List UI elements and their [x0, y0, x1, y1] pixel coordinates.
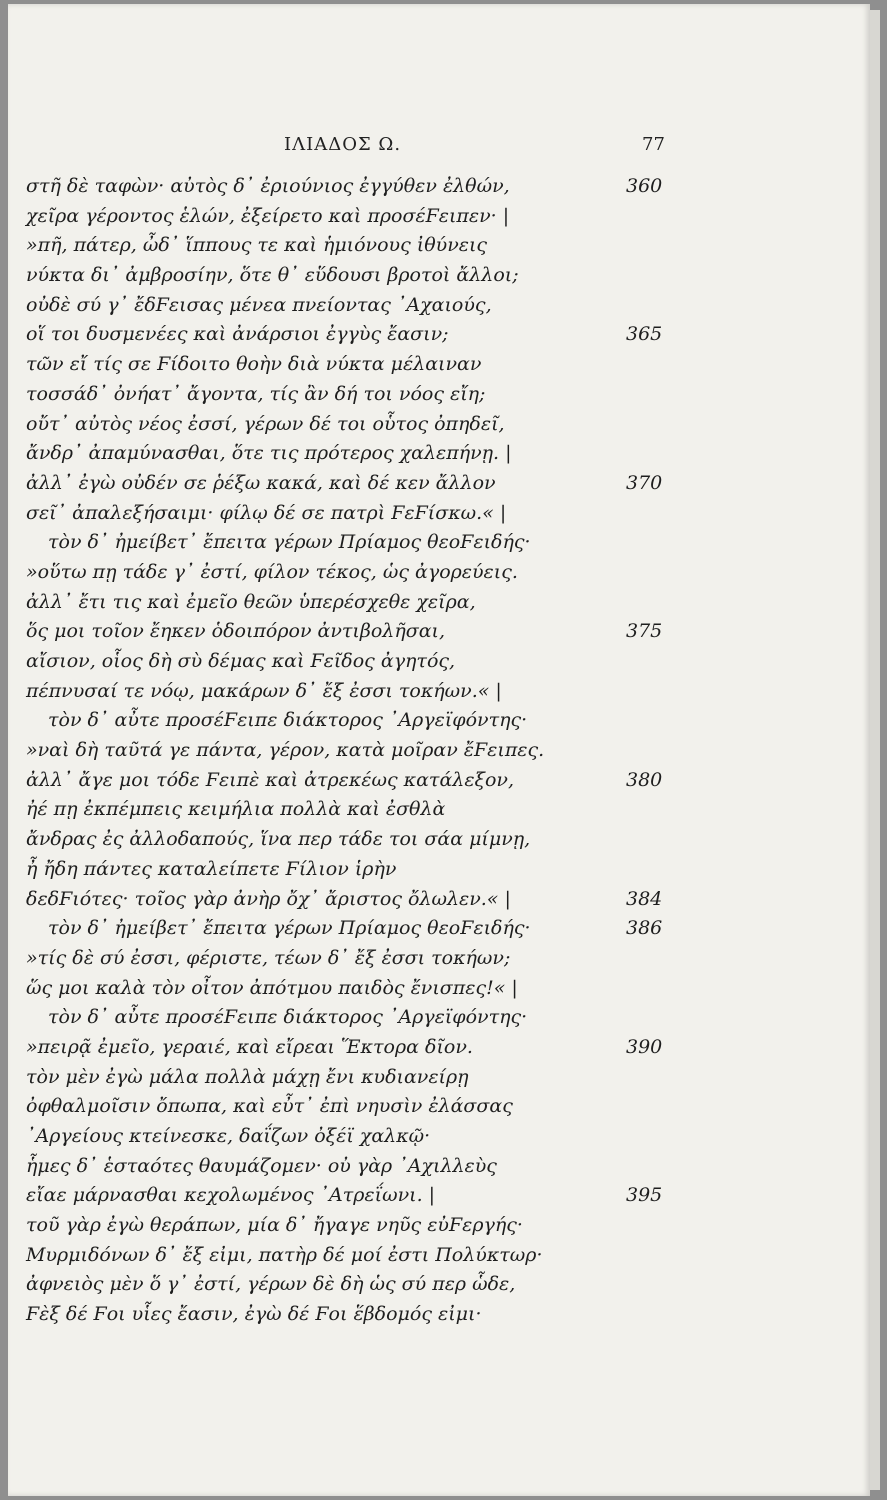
verse-line	[8, 944, 870, 974]
verse-line	[8, 1003, 870, 1033]
verse-line	[8, 261, 870, 291]
verse-line	[8, 1152, 870, 1182]
verse-line	[8, 825, 870, 855]
verse-text: τοσσάδ᾽ ὀνήατ᾽ ἄγοντα, τίς ἂν δή τοι νόος εἴη;	[26, 382, 486, 405]
verse-line	[8, 439, 870, 469]
verse-text: »πῆ, πάτερ, ὦδ᾽ ἵππους τε καὶ ἡμιόνους ἰθύνεις	[26, 234, 488, 257]
verse-line	[8, 647, 870, 677]
verse-text: »πειρᾷ ἐμεῖο, γεραιέ, καὶ εἴρεαι Ἕκτορα δῖον.	[26, 1035, 473, 1058]
verse-number: 390	[626, 1035, 663, 1058]
verse-line	[8, 1092, 870, 1122]
verse-text: στῆ δὲ ταφὼν· αὐτὸς δ᾽ ἐριούνιος ἐγγύθεν ἐλθών,	[26, 175, 510, 197]
verse-text: ἀλλ᾽ ἔτι τις καὶ ἐμεῖο θεῶν ὑπερέσχεθε χεῖρα,	[26, 590, 476, 613]
verse-line	[8, 914, 870, 944]
verse-text: »τίς δὲ σύ ἐσσι, φέριστε, τέων δ᾽ ἔξ ἐσσι τοκήων;	[26, 946, 511, 969]
verse-line	[8, 1122, 870, 1152]
verse-line	[8, 1241, 870, 1271]
page-header	[8, 134, 870, 164]
verse-block	[8, 172, 870, 1330]
page-number: 77	[642, 134, 665, 155]
verse-line	[8, 291, 870, 321]
verse-text: »ναὶ δὴ ταῦτά γε πάντα, γέρον, κατὰ μοῖραν ἔϜειπες.	[26, 739, 545, 762]
verse-text: πέπνυσαί τε νόῳ, μακάρων δ᾽ ἔξ ἐσσι τοκήων.« |	[26, 679, 502, 702]
verse-number: 380	[626, 768, 663, 791]
verse-text: τῶν εἴ τίς σε Ϝίδοιτο θοὴν διὰ νύκτα μέλαιναν	[26, 353, 482, 376]
verse-text: νύκτα δι᾽ ἀμβροσίην, ὅτε θ᾽ εὕδουσι βροτοὶ ἄλλοι;	[26, 264, 519, 287]
verse-line	[8, 677, 870, 707]
verse-line	[8, 885, 870, 915]
verse-line	[8, 1300, 870, 1330]
verse-line	[8, 528, 870, 558]
verse-text: ἧμες δ᾽ ἑσταότες θαυμάζομεν· οὐ γὰρ ᾽Αχιλλεὺς	[26, 1154, 497, 1177]
verse-line	[8, 1211, 870, 1241]
verse-text: τὸν μὲν ἐγὼ μάλα πολλὰ μάχῃ ἔνι κυδιανείρῃ	[26, 1065, 469, 1088]
verse-text: ὅς μοι τοῖον ἔηκεν ὁδοιπόρον ἀντιβολῆσαι,	[26, 620, 446, 643]
verse-number: 384	[626, 887, 663, 910]
verse-text: τὸν δ᾽ ἠμείβετ᾽ ἔπειτα γέρων Πρίαμος θεοϜειδής·	[48, 531, 531, 554]
verse-line	[8, 320, 870, 350]
verse-text: ἄνδρ᾽ ἀπαμύνασθαι, ὅτε τις πρότερος χαλεπήνῃ. |	[26, 442, 512, 465]
verse-text: ἀφνειὸς μὲν ὅ γ᾽ ἐστί, γέρων δὲ δὴ ὡς σύ περ ὧδε,	[26, 1273, 516, 1296]
verse-text: ᾽Αργείους κτείνεσκε, δαΐζων ὀξέϊ χαλκῷ·	[26, 1125, 431, 1147]
verse-line	[8, 1270, 870, 1300]
verse-text: οὔτ᾽ αὐτὸς νέος ἐσσί, γέρων δέ τοι οὗτος ὀπηδεῖ,	[26, 412, 505, 435]
verse-number: 375	[626, 620, 663, 643]
verse-text: σεῖ᾽ ἀπαλεξήσαιμι· φίλῳ δέ σε πατρὶ ϜεϜίσκω.« |	[26, 501, 507, 524]
verse-line	[8, 350, 870, 380]
verse-text: τὸν δ᾽ αὖτε προσέϜειπε διάκτορος ᾽Αργεϊφόντης·	[48, 1006, 528, 1029]
verse-line	[8, 558, 870, 588]
verse-text: »οὕτω πῃ τάδε γ᾽ ἐστί, φίλον τέκος, ὡς ἀγορεύεις.	[26, 560, 518, 583]
verse-text: τὸν δ᾽ αὖτε προσέϜειπε διάκτορος ᾽Αργεϊφόντης·	[48, 709, 528, 732]
verse-text: ἠέ πῃ ἐκπέμπεις κειμήλια πολλὰ καὶ ἐσθλὰ	[26, 798, 446, 821]
verse-text: ἄνδρας ἐς ἀλλοδαπούς, ἵνα περ τάδε τοι σάα μίμνῃ,	[26, 828, 531, 851]
verse-text: εἴαε μάρνασθαι κεχολωμένος ᾽Ατρεΐωνι. |	[26, 1184, 436, 1207]
verse-text: ἀλλ᾽ ἄγε μοι τόδε Ϝειπὲ καὶ ἀτρεκέως κατάλεξον,	[26, 768, 515, 791]
verse-line	[8, 1033, 870, 1063]
verse-text: δεδϜιότες· τοῖος γὰρ ἀνὴρ ὄχ᾽ ἄριστος ὄλωλεν.« |	[26, 887, 511, 910]
verse-line	[8, 202, 870, 232]
verse-number: 370	[626, 471, 663, 494]
verse-text: τοῦ γὰρ ἐγὼ θεράπων, μία δ᾽ ἤγαγε νηῦς εὐϜεργής·	[26, 1214, 523, 1237]
verse-text: ἀλλ᾽ ἐγὼ οὐδέν σε ῥέξω κακά, καὶ δέ κεν ἄλλον	[26, 471, 496, 494]
verse-text: αἴσιον, οἷος δὴ σὺ δέμας καὶ Ϝεῖδος ἀγητός,	[26, 650, 456, 672]
verse-line	[8, 1181, 870, 1211]
verse-line	[8, 499, 870, 529]
verse-text: χεῖρα γέροντος ἑλών, ἐξείρετο καὶ προσέϜειπεν· |	[26, 204, 510, 227]
running-title: ΙΛΙΑΔΟΣ Ω.	[284, 134, 402, 155]
verse-text: ἦ ἤδη πάντες καταλείπετε Ϝίλιον ἱρὴν	[26, 857, 397, 880]
verse-text: ὀφθαλμοῖσιν ὄπωπα, καὶ εὖτ᾽ ἐπὶ νηυσὶν ἐλάσσας	[26, 1095, 513, 1118]
verse-line	[8, 766, 870, 796]
book-page	[8, 4, 870, 1496]
verse-line	[8, 736, 870, 766]
verse-text: Ϝὲξ δέ Ϝοι υἷες ἔασιν, ἐγὼ δέ Ϝοι ἕβδομός εἰμι·	[26, 1303, 482, 1326]
verse-number: 386	[626, 917, 663, 940]
verse-text: οὐδὲ σύ γ᾽ ἔδϜεισας μένεα πνείοντας ᾽Αχαιούς,	[26, 293, 492, 316]
verse-line	[8, 172, 870, 202]
verse-line	[8, 706, 870, 736]
verse-line	[8, 795, 870, 825]
verse-number: 360	[626, 175, 663, 197]
verse-text: ὥς μοι καλὰ τὸν οἶτον ἀπότμου παιδὸς ἔνισπες!« |	[26, 976, 518, 999]
verse-line	[8, 588, 870, 618]
verse-text: τὸν δ᾽ ἠμείβετ᾽ ἔπειτα γέρων Πρίαμος θεοϜειδής·	[48, 917, 531, 940]
verse-number: 395	[626, 1184, 663, 1207]
verse-text: Μυρμιδόνων δ᾽ ἔξ εἰμι, πατὴρ δέ μοί ἐστι Πολύκτωρ·	[26, 1243, 543, 1266]
verse-line	[8, 380, 870, 410]
verse-line	[8, 231, 870, 261]
verse-line	[8, 469, 870, 499]
verse-line	[8, 855, 870, 885]
verse-number: 365	[626, 323, 663, 346]
verse-line	[8, 1063, 870, 1093]
verse-line	[8, 617, 870, 647]
verse-text: οἵ τοι δυσμενέες καὶ ἀνάρσιοι ἐγγὺς ἔασιν;	[26, 323, 449, 346]
verse-line	[8, 974, 870, 1004]
verse-line	[8, 410, 870, 440]
